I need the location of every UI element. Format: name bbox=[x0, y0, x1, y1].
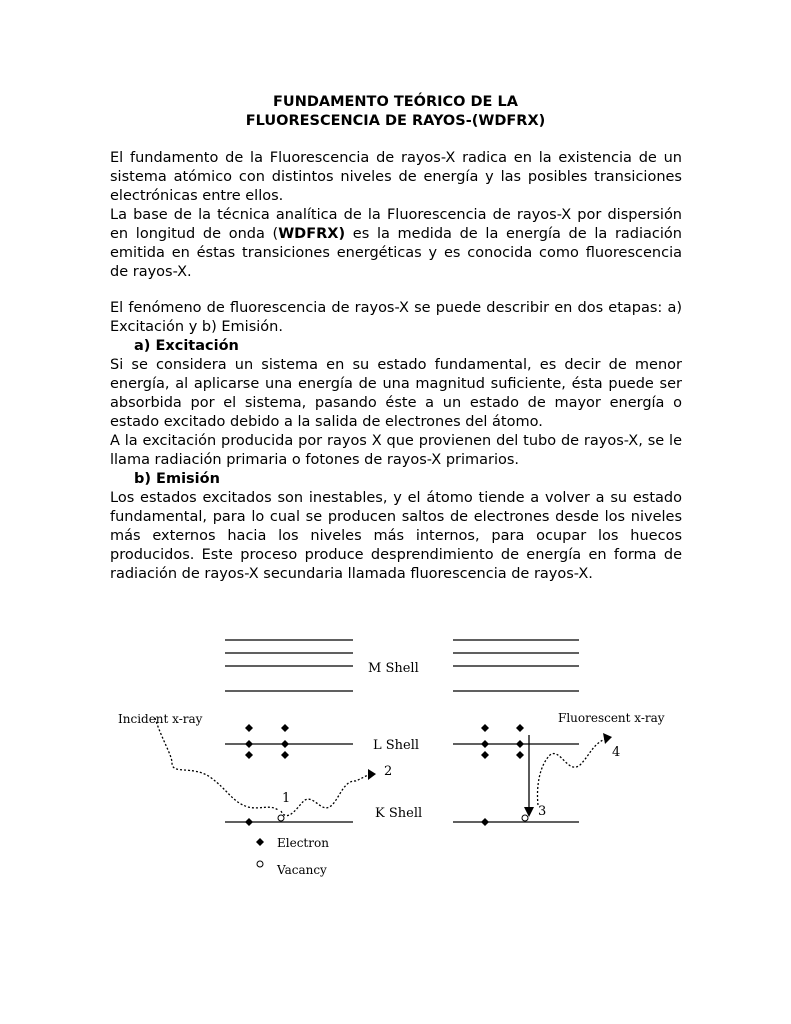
title-line-2: FLUORESCENCIA DE RAYOS-(WDFRX) bbox=[245, 113, 546, 129]
step-1-label: 1 bbox=[282, 791, 291, 806]
heading-excitacion: a) Excitación bbox=[134, 338, 239, 354]
incident-x-ray-path bbox=[155, 718, 278, 810]
body-text-block-1 bbox=[110, 149, 682, 282]
paragraph-2 bbox=[110, 206, 682, 282]
electron-dot bbox=[481, 740, 489, 748]
paragraph-2-part-b: es la medida de la energía de la radiación emitida en éstas transiciones energéticas y es conocida como fluorescencia de rayos-X. bbox=[110, 226, 682, 280]
paragraph-1: El fundamento de la Fluorescencia de rayos-X radica en la existencia de un sistema atómico con distintos niveles de energía y las posibles transiciones electrónicas entre ellos. bbox=[110, 150, 682, 204]
xrf-shell-diagram bbox=[100, 615, 700, 890]
fluorescent-arrowhead bbox=[603, 733, 612, 744]
legend-electron-dot bbox=[256, 838, 264, 846]
legend-vacancy-label: Vacancy bbox=[277, 863, 327, 877]
legend-vacancy-marker bbox=[257, 861, 263, 867]
electron-dot bbox=[245, 818, 253, 826]
step-3-label: 3 bbox=[538, 804, 547, 819]
paragraph-5: A la excitación producida por rayos X que provienen del tubo de rayos-X, se le llama radiación primaria o fotones de rayos-X primarios. bbox=[110, 433, 682, 468]
incident-x-ray-label: Incident x-ray bbox=[118, 712, 203, 726]
paragraph-6: Los estados excitados son inestables, y el átomo tiende a volver a su estado fundamental, para lo cual se producen saltos de electrones desde los niveles más externos hacia los niveles más internos, para ocupar los huecos producidos. Este proceso produce desprendimiento de energía en forma de radiación de rayos-X secundaria llamada fluorescencia de rayos-X. bbox=[110, 490, 682, 582]
m-shell-label: M Shell bbox=[368, 661, 419, 676]
electron-dot bbox=[516, 740, 524, 748]
electron-dot bbox=[245, 724, 253, 732]
electron-dot bbox=[481, 724, 489, 732]
k-shell-label: K Shell bbox=[375, 806, 423, 821]
electron-dot bbox=[245, 740, 253, 748]
wdfrx-bold: WDFRX) bbox=[278, 226, 346, 242]
legend-electron-label: Electron bbox=[277, 836, 329, 850]
vacancy-marker bbox=[278, 815, 284, 821]
electron-dot bbox=[481, 751, 489, 759]
electron-dot bbox=[281, 751, 289, 759]
body-text-block-2 bbox=[110, 299, 682, 584]
electron-dot bbox=[481, 818, 489, 826]
vacancy-marker bbox=[522, 815, 528, 821]
electron-dot bbox=[281, 740, 289, 748]
paragraph-2-part-a: La base de la técnica analítica de la Fluorescencia de rayos-X por dispersión en longitud de onda ( bbox=[110, 207, 682, 242]
heading-emision: b) Emisión bbox=[134, 471, 220, 487]
paragraph-4: Si se considera un sistema en su estado fundamental, es decir de menor energía, al aplicarse una energía de una magnitud suficiente, ésta puede ser absorbida por el sistema, pasando éste a un estado de mayor energía o estado excitado debido a la salida de electrones del átomo. bbox=[110, 357, 682, 430]
step-2-label: 2 bbox=[384, 764, 393, 779]
electron-dot bbox=[516, 724, 524, 732]
electron-dot bbox=[281, 724, 289, 732]
l-shell-label: L Shell bbox=[373, 738, 420, 753]
paragraph-3: El fenómeno de fluorescencia de rayos-X se puede describir en dos etapas: a) Excitación y b) Emisión. bbox=[110, 300, 682, 335]
ejected-arrowhead bbox=[368, 769, 376, 780]
ejected-electron-path bbox=[281, 775, 368, 816]
electron-dot bbox=[516, 751, 524, 759]
fluorescent-x-ray-path bbox=[538, 739, 606, 805]
fluorescent-x-ray-label: Fluorescent x-ray bbox=[558, 711, 665, 725]
electron-dot bbox=[245, 751, 253, 759]
step-4-label: 4 bbox=[612, 745, 621, 760]
title-line-1: FUNDAMENTO TEÓRICO DE LA bbox=[273, 94, 518, 110]
